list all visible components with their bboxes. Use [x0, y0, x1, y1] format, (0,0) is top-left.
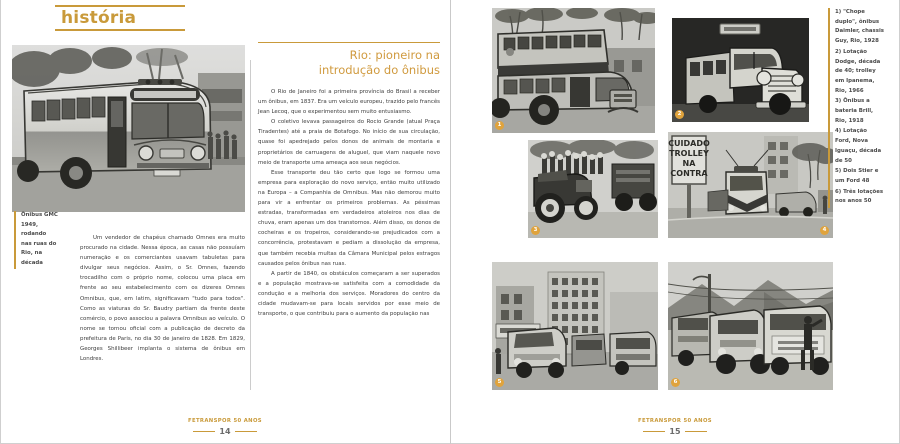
photo-badge-2: 2	[675, 110, 684, 119]
svg-text:NA: NA	[682, 159, 696, 168]
article-body-right-column	[258, 87, 440, 319]
section-title-rule-bottom	[55, 29, 185, 31]
article-top-rule	[258, 42, 440, 43]
photo-5-dois-stier-ford	[492, 262, 658, 390]
svg-text:CONTRA: CONTRA	[670, 169, 708, 178]
footer-dash-right	[685, 431, 707, 432]
article-heading	[258, 48, 440, 77]
footer-dash-left	[643, 431, 665, 432]
photo-6-tres-lotacoes	[668, 262, 833, 390]
article-body-left-column	[80, 233, 245, 364]
photo-2-lotacao-dodge	[672, 18, 809, 122]
photo-badge-1: 1	[495, 121, 504, 130]
footer-page-number-row	[450, 427, 900, 436]
svg-text:TROLLEY: TROLLEY	[669, 149, 709, 158]
paragraph: Esse transporte deu tão certo que logo se formou uma empresa para exploração do novo serviço, então muito utilizado na Europa – a Companhia de Omnibus. Mas não demorou muito para vir a enfrentar os primeiros problemas. As péssimas estradas, transformadas em verdadeiros atoleiros nos dias de chuva, eram apenas um dos transtornos. Além disso, os donos de cocheiras e os tropeiros, considerando-se prejudicados com a concorrência, protestavam e pediam a dissolução da empresa, que também recebia multas da Câmara Municipal pelos estragos causados pelos ônibus nas ruas.	[258, 169, 440, 267]
footer-brand: FETRANSPOR 50 ANOS	[638, 418, 712, 424]
hero-photo-gmc-bus	[12, 45, 245, 212]
hero-caption-block	[14, 211, 58, 269]
photo-caption-1: 1) "Chope duplo", ônibus Daimler, chassis Guy, Rio, 1928	[835, 9, 885, 45]
photo-badge-3: 3	[531, 226, 540, 235]
article-heading-line1: Rio: pioneiro na	[349, 48, 440, 62]
photo-3-onibus-bateria-brill	[528, 140, 658, 238]
paragraph: O coletivo levava passageiros do Rocio Grande (atual Praça Tiradentes) até a praia de Botafogo. No início de sua circulação, quase foi apedrejado pelos donos de animais de montaria e proprietários de carruagens de aluguel, que viam naquele novo meio de transporte uma ameaça aos seus negócios.	[258, 119, 440, 166]
photo-badge-6: 6	[671, 378, 680, 387]
svg-text:CUIDADO: CUIDADO	[668, 139, 710, 148]
photo-badge-5: 5	[495, 378, 504, 387]
footer-brand: FETRANSPOR 50 ANOS	[188, 418, 262, 424]
hero-caption-text: Ônibus GMC 1949, rodando nas ruas do Rio, na década	[21, 212, 58, 266]
page-number: 14	[219, 427, 231, 436]
article-heading-line2: introdução do ônibus	[318, 62, 440, 77]
photo-caption-4: 4) Lotação Ford, Nova Iguaçu, década de 50	[835, 128, 882, 164]
photo-caption-3: 3) Ônibus a bateria Brill, Rio, 1918	[835, 98, 874, 124]
footer-page-number-row	[0, 427, 450, 436]
page-number: 15	[669, 427, 681, 436]
paragraph: O Rio de Janeiro foi a primeira província do Brasil a receber um ônibus, em 1837. Era um veículo europeu, trazido pelo francês Jean Lecoq, que o experimentou sem muito entusiasmo.	[258, 89, 440, 116]
paragraph: Um vendedor de chapéus chamado Omnes era muito procurado na cidade. Nessa época, as casas não possuíam numeração e os comerciantes usavam tabuletas para divulgar seus negócios. Assim, o Sr. Omnes, fazendo trocadilho com o próprio nome, colocou uma placa em frente ao seu estabelecimento com os dizeres Omnes Omnibus, que, em latim, significavam "tudo para todos". Como as viaturas do Sr. Baudry partiam da frente deste comércio, o povo associou a palavra Omnibus ao veículo. O nome se tornou oficial com a publicação de decreto da prefeitura de Paris, no dia 30 de janeiro de 1828. Em 1829, Georges Shillibeer implanta o sistema de ônibus em Londres.	[80, 235, 245, 363]
section-title: história	[61, 8, 137, 28]
photo-badge-4: 4	[820, 226, 829, 235]
photo-caption-2: 2) Lotação Dodge, década de 40; trolley em Ipanema, Rio, 1966	[835, 48, 881, 94]
paragraph: A partir de 1840, os obstáculos começaram a ser superados e a população mostrava-se satisfeita com a comodidade da condução e a melhoria dos serviços. Moradores do centro da cidade mudavam-se para locais servidos por esse meio de transporte, o que contribuiu para o aumento da população nas	[258, 270, 440, 318]
footer-dash-right	[235, 431, 257, 432]
photo-caption-list	[828, 8, 884, 208]
left-page-footer	[0, 418, 450, 436]
photo-4-trolley-contramao	[668, 132, 833, 238]
photo-1-chope-duplo	[492, 8, 655, 133]
column-divider	[250, 60, 251, 390]
spread-gutter-rule	[450, 0, 451, 444]
photo-caption-6: 6) Três lotações nos anos 50	[835, 188, 884, 205]
footer-dash-left	[193, 431, 215, 432]
page-edge-rule	[0, 0, 1, 444]
photo-caption-5: 5) Dois Stier e um Ford 48	[835, 168, 879, 184]
section-title-block	[55, 5, 185, 31]
right-page-footer	[450, 418, 900, 436]
